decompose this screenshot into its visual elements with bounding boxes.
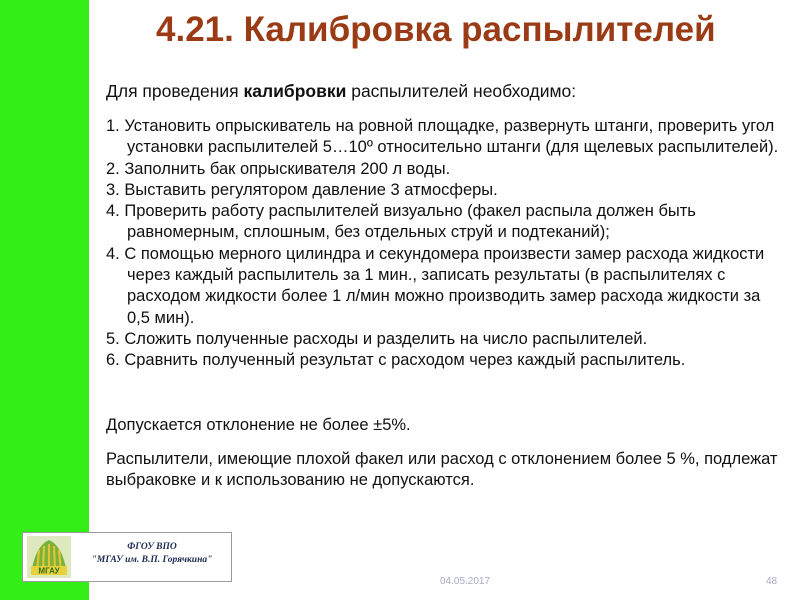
step-item-4a: 4. Проверить работу распылителей визуально (факел распыла должен быть равномерным, сплошным, без отдельных струй и подтеканий); xyxy=(106,202,696,242)
slide-title: 4.21. Калибровка распылителей xyxy=(156,10,716,49)
intro-text-bold: калибровки xyxy=(243,81,347,101)
university-logo xyxy=(22,532,232,582)
intro-paragraph xyxy=(106,80,786,102)
footer-date: 04.05.2017 xyxy=(440,576,491,587)
intro-text-before: Для проведения xyxy=(106,81,244,101)
logo-caption xyxy=(75,541,229,567)
step-item-5: 5. Сложить полученные расходы и разделить на число распылителей. xyxy=(106,329,648,348)
step-item-3: 3. Выставить регулятором давление 3 атмосферы. xyxy=(106,180,498,199)
step-item-4b: 4. С помощью мерного цилиндра и секундомера произвести замер расхода жидкости через каждый распылитель за 1 мин., записать результаты (в распылителях с расходом жидкости более 1 л/мин можно производить замер расхода жидкости за 0,5 мин). xyxy=(106,244,765,327)
reject-note: Распылители, имеющие плохой факел или расход с отклонением более 5 %, подлежат выбраковке и к использованию не допускаются. xyxy=(106,450,778,490)
step-item-1: 1. Установить опрыскиватель на ровной площадке, развернуть штанги, проверить угол установки распылителей 5…10º относительно штанги (для щелевых распылителей). xyxy=(106,117,779,157)
left-green-bar xyxy=(0,0,89,600)
university-emblem-icon xyxy=(27,536,71,578)
step-item-2: 2. Заполнить бак опрыскивателя 200 л воды. xyxy=(106,159,451,178)
page-number: 48 xyxy=(766,576,778,587)
logo-line-2: "МГАУ им. В.П. Горячкина" xyxy=(91,555,213,565)
intro-text-after: распылителей необходимо: xyxy=(346,81,577,101)
step-item-6: 6. Сравнить полученный результат с расходом через каждый распылитель. xyxy=(106,351,686,370)
deviation-note: Допускается отклонение не более ±5%. xyxy=(106,416,411,434)
steps-list xyxy=(106,116,786,372)
logo-line-1: ФГОУ ВПО xyxy=(127,542,177,552)
emblem-lettering: МГАУ xyxy=(38,566,60,576)
